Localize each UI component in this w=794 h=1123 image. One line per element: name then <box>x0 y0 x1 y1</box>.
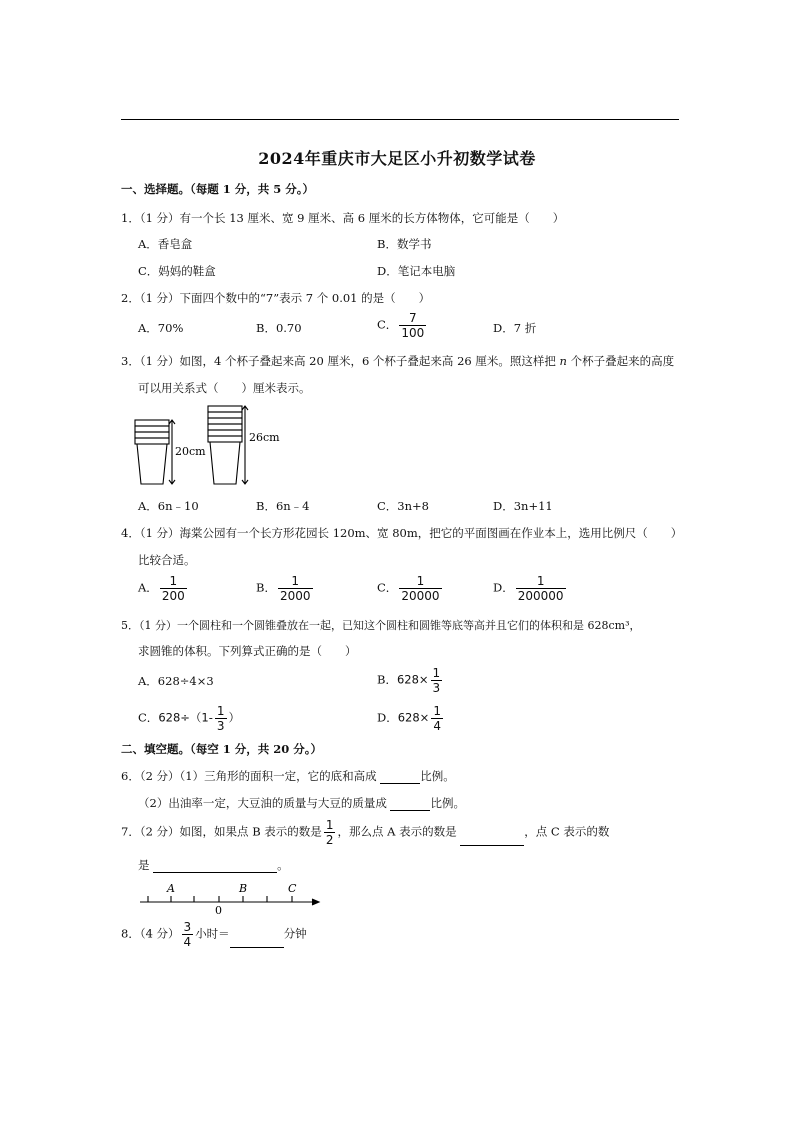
question-4-stem-line2: 比较合适。 <box>138 553 196 567</box>
question-1-option-b: B．数学书 <box>377 237 432 251</box>
question-3-stem: 3．（1 分）如图，4 个杯子叠起来高 20 厘米，6 个杯子叠起来高 26 厘米。照这样把 n 个杯子叠起来的高度 <box>121 354 675 368</box>
section-heading-fill: 二、填空题。（每空 1 分，共 20 分。） <box>121 742 323 756</box>
question-1-option-c: C．妈妈的鞋盒 <box>138 264 216 278</box>
fraction: $\frac{3}{4}$ <box>183 920 192 949</box>
question-4-option-a: A． $\frac{1}{200}$ <box>138 574 185 603</box>
fraction: $\frac{7}{100}$ <box>401 311 425 340</box>
question-7-line2: 是 。 <box>138 858 289 872</box>
question-3-option-b: B．6n﹣4 <box>256 499 310 513</box>
fraction: $\frac{1}{20000}$ <box>401 574 440 603</box>
answer-blank[interactable] <box>230 935 284 948</box>
question-4-option-b: B． $\frac{1}{2000}$ <box>256 574 311 603</box>
question-4-stem: 4．（1 分）海棠公园有一个长方形花园长 120m、宽 80m，把它的平面图画在作业本上，选用比例尺（ ） <box>121 526 683 540</box>
header-rule <box>121 119 679 120</box>
height-label-26cm: 26cm <box>249 431 280 444</box>
answer-blank[interactable] <box>380 771 420 784</box>
question-6-part-1: 6．（2 分）（1）三角形的面积一定，它的底和高成 比例。 <box>121 769 455 783</box>
question-2-stem: 2．（1 分）下面四个数中的“7”表示 7 个 0.01 的是（ ） <box>121 291 431 305</box>
question-5-option-c: C．628÷（1- $\frac{1}{3}$ ） <box>138 704 241 733</box>
answer-blank-a[interactable] <box>460 833 524 846</box>
axis-arrowhead <box>312 899 319 905</box>
point-label-c: C <box>288 882 297 895</box>
question-7-stem: 7．（2 分）如图，如果点 B 表示的数是 $\frac{1}{2}$ ，那么点 A 表示的数是 ，点 C 表示的数 <box>121 818 610 847</box>
question-5-option-b: B．628× $\frac{1}{3}$ <box>377 666 441 695</box>
fraction: $\frac{1}{2000}$ <box>279 574 311 603</box>
question-5-option-d: D．628× $\frac{1}{4}$ <box>377 704 441 733</box>
fraction: $\frac{1}{200}$ <box>161 574 185 603</box>
question-3-stem-line2: 可以用关系式（ ）厘米表示。 <box>138 381 311 395</box>
point-label-b: B <box>239 882 248 895</box>
question-3-option-c: C．3n+8 <box>377 499 429 513</box>
fraction: $\frac{1}{3}$ <box>432 666 441 695</box>
fraction: $\frac{1}{3}$ <box>216 704 225 733</box>
question-2-option-c: C． $\frac{7}{100}$ <box>377 311 425 340</box>
question-5-option-a: A．628÷4×3 <box>138 674 214 688</box>
question-3-option-a: A．6n﹣10 <box>138 499 199 513</box>
zero-label: 0 <box>215 904 222 916</box>
question-1-option-d: D．笔记本电脑 <box>377 264 456 278</box>
question-4-option-c: C． $\frac{1}{20000}$ <box>377 574 440 603</box>
answer-blank-c[interactable] <box>153 860 277 873</box>
cup-stack-4 <box>135 420 169 484</box>
question-1-option-a: A．香皂盒 <box>138 237 193 251</box>
question-4-option-d: D． $\frac{1}{200000}$ <box>493 574 564 603</box>
cup-stack-figure <box>128 402 288 488</box>
question-2-option-a: A．70% <box>138 321 184 335</box>
fraction: $\frac{1}{200000}$ <box>517 574 564 603</box>
section-heading-choice: 一、选择题。（每题 1 分，共 5 分。） <box>121 182 315 196</box>
height-label-20cm: 20cm <box>175 445 206 458</box>
point-label-a: A <box>167 882 175 895</box>
question-5-stem: 5．（1 分）一个圆柱和一个圆锥叠放在一起，已知这个圆柱和圆锥等底等高并且它们的体积和是 628cm³， <box>121 619 641 632</box>
question-2-option-b: B．0.70 <box>256 321 302 335</box>
question-8-stem: 8．（4 分） $\frac{3}{4}$ 小时＝ 分钟 <box>121 920 307 949</box>
cup-stack-6 <box>208 406 242 484</box>
fraction: $\frac{1}{2}$ <box>325 818 334 847</box>
question-6-part-2: （2）出油率一定，大豆油的质量与大豆的质量成 比例。 <box>138 796 465 810</box>
answer-blank[interactable] <box>390 798 430 811</box>
fraction: $\frac{1}{4}$ <box>433 704 441 733</box>
question-2-option-d: D．7 折 <box>493 321 537 335</box>
question-1-stem: 1．（1 分）有一个长 13 厘米、宽 9 厘米、高 6 厘米的长方体物体，它可能是（ ） <box>121 211 565 225</box>
page-title: 2024年重庆市大足区小升初数学试卷 <box>258 149 536 168</box>
question-5-stem-line2: 求圆锥的体积。下列算式正确的是（ ） <box>138 644 357 658</box>
number-line-figure <box>136 876 326 916</box>
question-3-option-d: D．3n+11 <box>493 499 553 513</box>
